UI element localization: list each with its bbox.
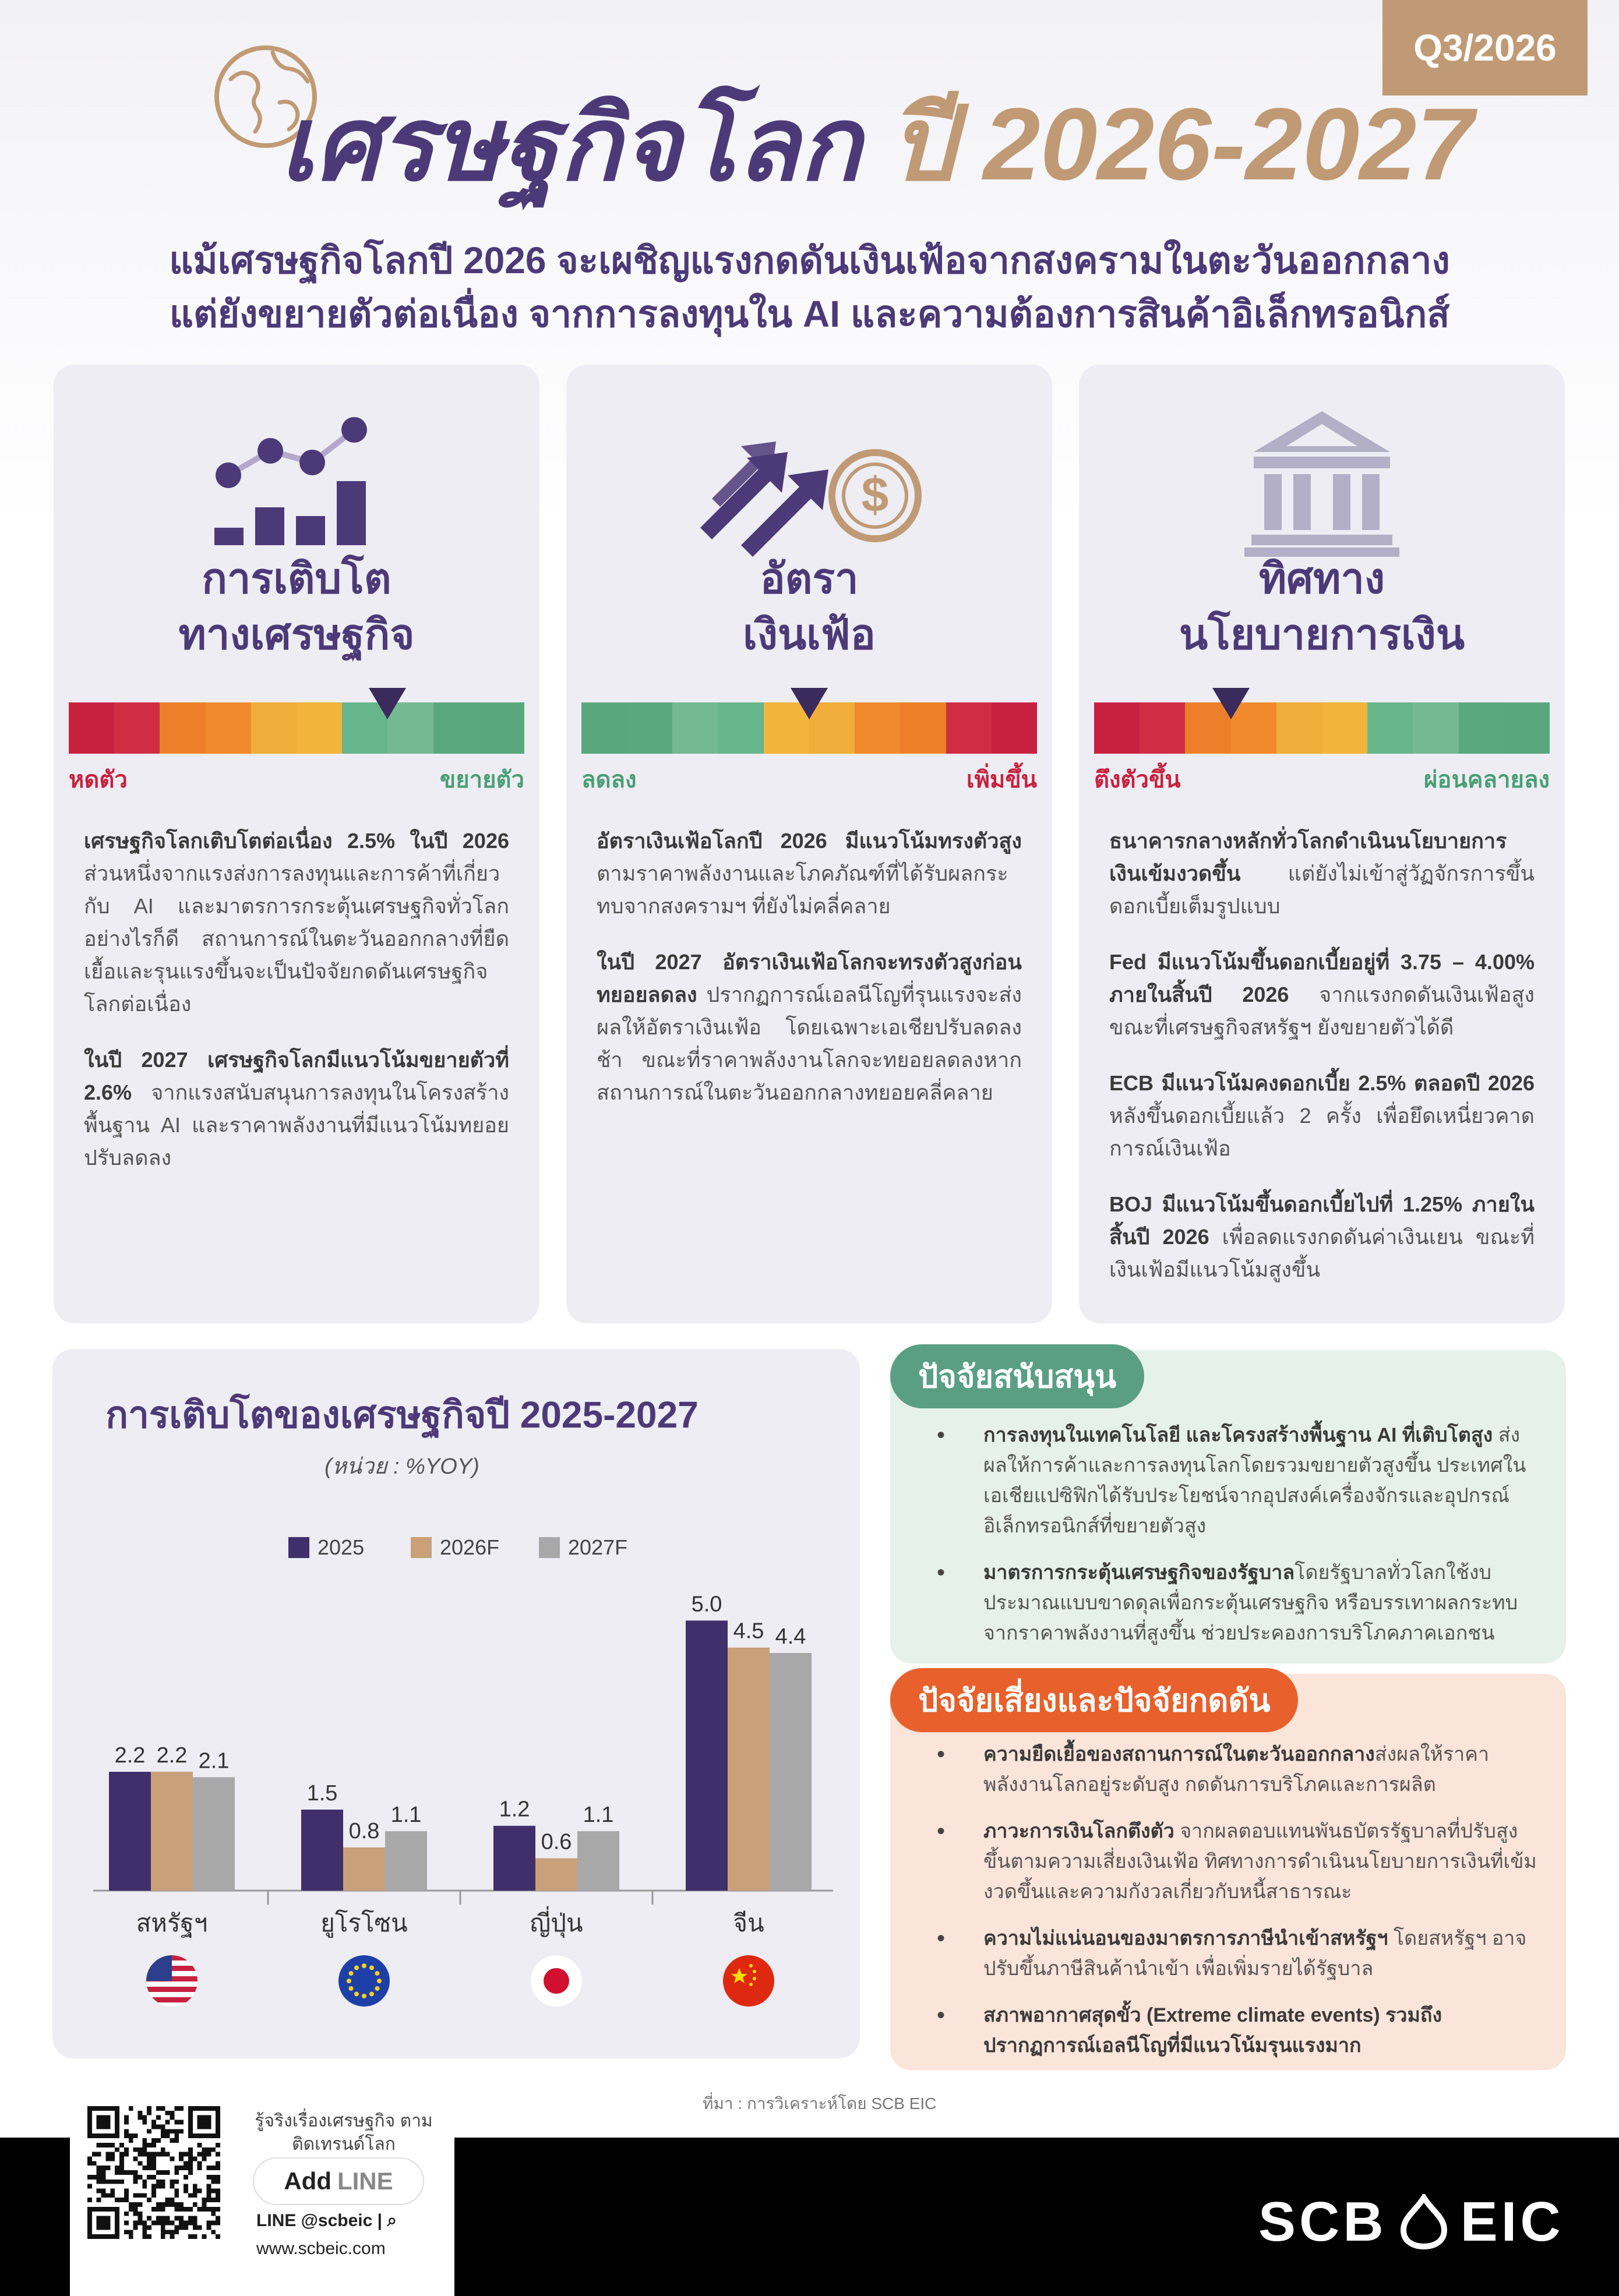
rising-arrows-icon — [566, 388, 1052, 557]
list-item: • มาตรการกระตุ้นเศรษฐกิจของรัฐบาลโดยรัฐบาลทั่วโลกใช้งบประมาณแบบขาดดุลเพื่อกระตุ้นเศรษฐกิจ หรือบรรเทาผลกระทบจากราคาพลังงานที่สูงขึ้น ช่วยประคองการบริโภคภาคเอกชน — [937, 1557, 1543, 1648]
subtitle-line-2: แต่ยังขยายตัวต่อเนื่อง จากการลงทุนใน AI และความต้องการสินค้าอิเล็กทรอนิกส์ — [169, 293, 1450, 335]
website-link[interactable]: www.scbeic.com — [256, 2239, 386, 2258]
chart-unit: (หน่วย : %YOY) — [324, 1454, 479, 1479]
japan-flag-icon — [531, 1955, 582, 2007]
growth-para-1: เศรษฐกิจโลกเติบโตต่อเนื่อง 2.5% ในปี 2026 ส่วนหนึ่งจากแรงส่งการลงทุนและการค้าที่เกี่ยวกับ AI และมาตรการกระตุ้นเศรษฐกิจทั่วโลก อย่างไรก็ดี สถานการณ์ในตะวันออกกลางที่ยืดเยื้อและรุนแรงขึ้นจะเป็นปัจจัยกดดันเศรษฐกิจโลกต่อเนื่อง — [84, 829, 509, 1016]
supporting-factors-list — [937, 1420, 1543, 1665]
bar-value-label: 4.4 — [775, 1624, 806, 1649]
eu-flag-icon — [338, 1955, 390, 2007]
title-main: เศรษฐกิจโลก — [280, 87, 862, 202]
category-label: ยูโรโซน — [320, 1909, 408, 1937]
svg-text:$: $ — [861, 467, 889, 522]
growth-gauge-right: ขยายตัว — [439, 767, 524, 793]
card-growth — [54, 365, 539, 1323]
risk-factors-list — [937, 1739, 1543, 2077]
monetary-gauge-right: ผ่อนคลายลง — [1423, 767, 1550, 793]
china-flag-icon — [723, 1955, 774, 2007]
inflation-gauge-left: ลดลง — [581, 767, 637, 793]
bar-value-label: 2.1 — [198, 1749, 230, 1774]
list-item: • ภาวะการเงินโลกตึงตัว จากผลตอบแทนพันธบัตรรัฐบาลที่ปรับสูงขึ้นตามความเสี่ยงเงินเฟ้อ ทิศทางการดำเนินนโยบายการเงินที่เข้มงวดขึ้นและความกังวลเกี่ยวกับหนี้สาธารณะ — [937, 1816, 1543, 1907]
inflation-body — [597, 825, 1022, 1132]
bars-group — [109, 1592, 812, 1938]
growth-para-2: ในปี 2027 เศรษฐกิจโลกมีแนวโน้มขยายตัวที่ 2.6% จากแรงสนับสนุนการลงทุนในโครงสร้างพื้นฐาน AI และราคาพลังงานที่มีแนวโน้มทยอยปรับลดลง — [84, 1048, 509, 1170]
page-title — [280, 87, 1474, 202]
monetary-body — [1109, 825, 1535, 1309]
list-item: • การลงทุนในเทคโนโลยี และโครงสร้างพื้นฐาน AI ที่เติบโตสูง ส่งผลให้การค้าและการลงทุนโลกโดยรวมขยายตัวสูงขึ้น ประเทศในเอเชียแปซิฟิกได้รับประโยชน์จากอุปสงค์เครื่องจักรและอุปกรณ์อิเล็กทรอนิกส์ที่ขยายตัวสูง — [937, 1420, 1543, 1541]
list-item: • ความไม่แน่นอนของมาตรการภาษีนำเข้าสหรัฐฯ โดยสหรัฐฯ อาจปรับขึ้นภาษีสินค้านำเข้า เพื่อเพิ่มรายได้รัฐบาล — [937, 1923, 1543, 1984]
growth-body — [84, 825, 509, 1198]
quarter-tag: Q3/2026 — [1382, 0, 1588, 96]
bar-value-label: 5.0 — [691, 1592, 722, 1617]
monetary-para-1: ธนาคารกลางหลักทั่วโลกดำเนินนโยบายการเงินเข้มงวดขึ้น แต่ยังไม่เข้าสู่วัฏจักรการขึ้นดอกเบี้ยเต็มรูปแบบ — [1109, 829, 1535, 918]
line-id[interactable]: LINE @scbeic | ⌕ — [256, 2211, 397, 2230]
card-growth-title-2: ทางเศรษฐกิจ — [178, 612, 415, 658]
bar-2025-2 — [493, 1826, 535, 1891]
legend-label: 2025 — [318, 1535, 365, 1559]
list-item: • ความยืดเยื้อของสถานการณ์ในตะวันออกกลางส่งผลให้ราคาพลังงานโลกอยู่ระดับสูง กดดันการบริโภคและการผลิต — [937, 1739, 1543, 1800]
monetary-para-4: BOJ มีแนวโน้มขึ้นดอกเบี้ยไปที่ 1.25% ภายในสิ้นปี 2026 เพื่อลดแรงกดดันค่าเงินเยน ขณะที่เงินเฟ้อมีแนวโน้มสูงขึ้น — [1109, 1192, 1535, 1281]
monetary-gauge-left: ตึงตัวขึ้น — [1094, 767, 1181, 793]
bar-value-label: 4.5 — [733, 1619, 764, 1644]
category-label: ญี่ปุ่น — [530, 1909, 583, 1937]
bar-2025-3 — [686, 1620, 728, 1891]
bar-value-label: 0.6 — [541, 1829, 572, 1855]
category-label: จีน — [733, 1909, 764, 1937]
title-years: ปี 2026-2027 — [890, 87, 1474, 202]
bar-2027f-3 — [770, 1653, 812, 1891]
card-inflation-title-2: เงินเฟ้อ — [743, 612, 876, 658]
growth-chart-panel — [52, 1349, 860, 2058]
bar-value-label: 2.2 — [114, 1743, 146, 1768]
bar-2025-1 — [301, 1810, 343, 1891]
card-monetary-title-2: นโยบายการเงิน — [1179, 612, 1465, 658]
search-icon: ⌕ — [387, 2211, 397, 2230]
inflation-para-1: อัตราเงินเฟ้อโลกปี 2026 มีแนวโน้มทรงตัวสูง ตามราคาพลังงานและโภคภัณฑ์ที่ได้รับผลกระทบจากสงครามฯ ที่ยังไม่คลี่คลาย — [597, 829, 1022, 918]
growth-gauge — [69, 702, 524, 754]
bar-2027f-0 — [193, 1777, 235, 1891]
scb-eic-logo: SCB EIC — [1258, 2191, 1564, 2253]
monetary-gauge-marker — [1212, 688, 1250, 719]
source-note: ที่มา : การวิเคราะห์โดย SCB EIC — [703, 2094, 937, 2113]
inflation-gauge-marker — [791, 688, 828, 719]
us-flag-icon — [146, 1955, 197, 2007]
bar-2027f-2 — [577, 1831, 619, 1891]
supporting-factors-box — [890, 1350, 1566, 1663]
add-label: Add — [284, 2167, 331, 2195]
monetary-gauge — [1094, 702, 1550, 754]
qr-note: รู้จริงเรื่องเศรษฐกิจ ตามติดเทรนด์โลก — [255, 2111, 433, 2154]
bar-2026f-0 — [151, 1772, 193, 1891]
bar-value-label: 1.2 — [499, 1797, 530, 1822]
monetary-para-3: ECB มีแนวโน้มคงดอกเบี้ย 2.5% ตลอดปี 2026 หลังขึ้นดอกเบี้ยแล้ว 2 ครั้ง เพื่อยึดเหนี่ยวคาดการณ์เงินเฟ้อ — [1109, 1071, 1535, 1160]
category-label: สหรัฐฯ — [136, 1909, 208, 1937]
line-label: LINE — [337, 2167, 393, 2195]
bank-building-icon — [1079, 388, 1565, 557]
add-line-button[interactable] — [254, 2159, 423, 2204]
card-inflation — [566, 365, 1052, 1323]
bar-2026f-1 — [343, 1848, 385, 1891]
inflation-gauge-right: เพิ่มขึ้น — [966, 767, 1037, 793]
growth-gauge-marker — [369, 688, 406, 719]
chart-title: การเติบโตของเศรษฐกิจปี 2025-2027 — [105, 1394, 699, 1436]
monetary-para-2: Fed มีแนวโน้มขึ้นดอกเบี้ยอยู่ที่ 3.75 – 4.00% ภายในสิ้นปี 2026 จากแรงกดดันเงินเฟ้อสูง ขณะที่เศรษฐกิจสหรัฐฯ ยังขยายตัวได้ดี — [1109, 950, 1535, 1039]
bar-2025-0 — [109, 1772, 151, 1891]
growth-bar-chart — [52, 1349, 860, 2058]
subtitle-line-1: แม้เศรษฐกิจโลกปี 2026 จะเผชิญแรงกดดันเงินเฟ้อจากสงครามในตะวันออกกลาง — [169, 239, 1450, 281]
list-item: • สภาพอากาศสุดขั้ว (Extreme climate events) รวมถึงปรากฏการณ์เอลนีโญที่มีแนวโน้มรุนแรงมาก — [937, 2000, 1543, 2061]
supporting-factors-title: ปัจจัยสนับสนุน — [890, 1344, 1144, 1408]
legend-label: 2027F — [568, 1535, 628, 1559]
growth-gauge-left: หดตัว — [69, 767, 128, 793]
risk-factors-title: ปัจจัยเสี่ยงและปัจจัยกดดัน — [890, 1668, 1298, 1732]
card-monetary-title-1: ทิศทาง — [1258, 556, 1385, 602]
risk-factors-box — [890, 1674, 1566, 2070]
bar-2027f-1 — [385, 1831, 427, 1891]
card-growth-title-1: การเติบโต — [202, 556, 391, 602]
qr-code-icon[interactable] — [87, 2106, 220, 2239]
bar-value-label: 0.8 — [348, 1818, 380, 1843]
scb-lotus-icon — [1398, 2194, 1450, 2250]
bar-value-label: 1.1 — [390, 1803, 422, 1827]
flags-group — [146, 1955, 774, 2007]
growth-chart-icon — [54, 388, 539, 557]
bar-value-label: 1.1 — [583, 1803, 614, 1827]
card-monetary — [1079, 365, 1565, 1323]
legend-label: 2026F — [440, 1535, 500, 1559]
inflation-para-2: ในปี 2027 อัตราเงินเฟ้อโลกจะทรงตัวสูงก่อนทยอยลดลง ปรากฏการณ์เอลนีโญที่รุนแรงจะส่งผลให้อัตราเงินเฟ้อ โดยเฉพาะเอเชียปรับลดลงช้า ขณะที่ราคาพลังงานโลกจะทยอยลดลงหากสถานการณ์ในตะวันออกกลางทยอยคลี่คลาย — [597, 950, 1022, 1104]
bar-value-label: 1.5 — [306, 1781, 338, 1806]
bar-value-label: 2.2 — [156, 1743, 188, 1768]
bar-2026f-2 — [535, 1858, 577, 1891]
bar-2026f-3 — [728, 1648, 770, 1891]
card-inflation-title-1: อัตรา — [760, 556, 859, 602]
